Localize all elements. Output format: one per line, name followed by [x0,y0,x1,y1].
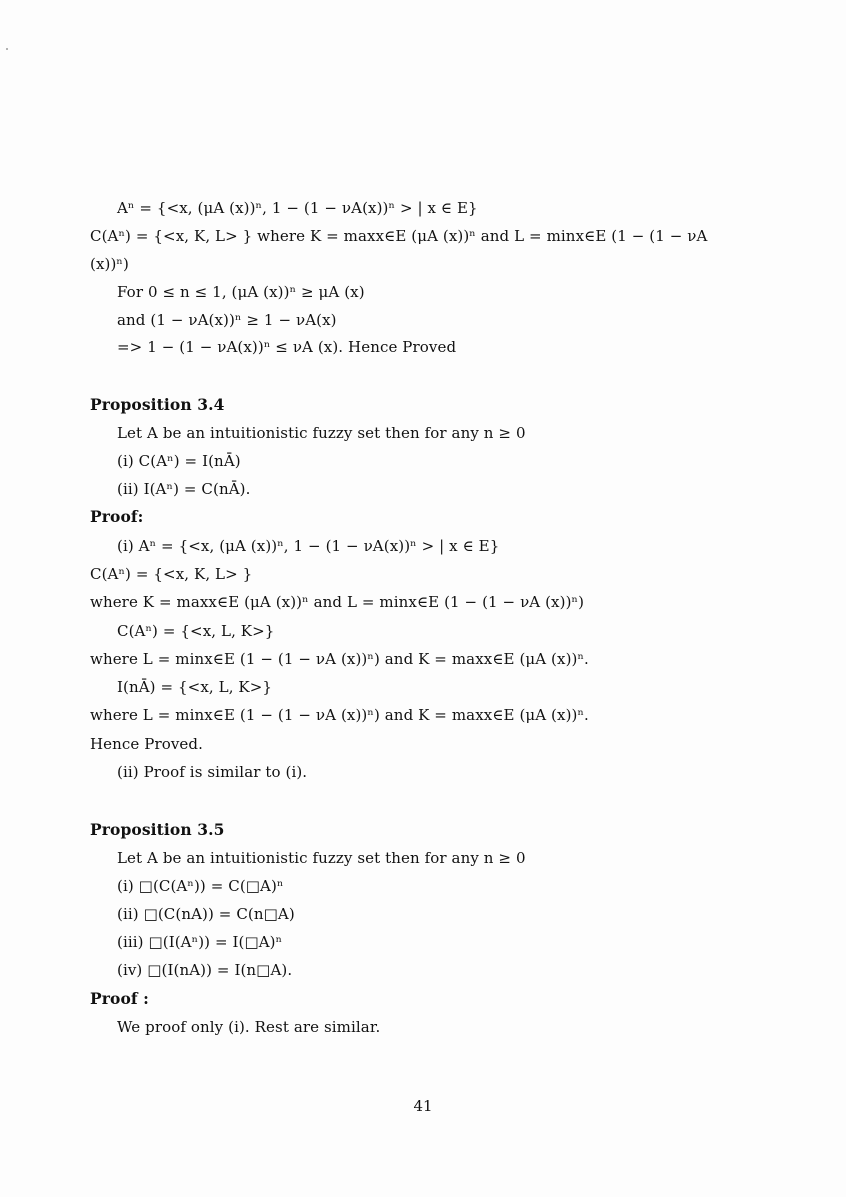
scan-speck [6,48,8,50]
text-line: (i) Aⁿ = {<x, (μA (x))ⁿ, 1 − (1 − νA(x))ⁿ > | x ∈ E} [117,537,500,555]
text-line: (ii) Proof is similar to (i). [117,763,308,781]
section-heading: Proof: [90,507,144,526]
text-line: Let A be an intuitionistic fuzzy set then for any n ≥ 0 [117,849,526,867]
section-heading: Proof : [90,989,149,1008]
text-line: where K = maxx∈E (μA (x))ⁿ and L = minx∈E (1 − (1 − νA (x))ⁿ) [90,593,585,611]
text-line: For 0 ≤ n ≤ 1, (μA (x))ⁿ ≥ μA (x) [117,283,365,301]
text-line: I(nĀ) = {<x, L, K>} [117,678,273,696]
text-line: Let A be an intuitionistic fuzzy set then for any n ≥ 0 [117,424,526,442]
text-line: (i) □(C(Aⁿ)) = C(□A)ⁿ [117,877,284,895]
text-line: => 1 − (1 − νA(x))ⁿ ≤ νA (x). Hence Proved [117,338,457,356]
text-line: (iv) □(I(nA)) = I(n□A). [117,961,293,979]
text-line: We proof only (i). Rest are similar. [117,1018,381,1036]
text-line: (iii) □(I(Aⁿ)) = I(□A)ⁿ [117,933,283,951]
text-line: Hence Proved. [90,735,203,753]
text-line: where L = minx∈E (1 − (1 − νA (x))ⁿ) and K = maxx∈E (μA (x))ⁿ. [90,706,589,724]
text-line: where L = minx∈E (1 − (1 − νA (x))ⁿ) and K = maxx∈E (μA (x))ⁿ. [90,650,589,668]
text-line: (ii) I(Aⁿ) = C(nĀ). [117,480,251,498]
page-number: 41 [413,1097,433,1115]
section-heading: Proposition 3.4 [90,395,225,414]
text-line: C(Aⁿ) = {<x, L, K>} [117,622,275,640]
text-line: C(Aⁿ) = {<x, K, L> } where K = maxx∈E (μA (x))ⁿ and L = minx∈E (1 − (1 − νA [90,227,708,245]
text-line: Aⁿ = {<x, (μA (x))ⁿ, 1 − (1 − νA(x))ⁿ > | x ∈ E} [117,199,478,217]
text-line: (x))ⁿ) [90,255,129,273]
text-line: C(Aⁿ) = {<x, K, L> } [90,565,253,583]
text-line: and (1 − νA(x))ⁿ ≥ 1 − νA(x) [117,311,337,329]
text-line: (i) C(Aⁿ) = I(nĀ) [117,452,241,470]
section-heading: Proposition 3.5 [90,820,225,839]
text-line: (ii) □(C(nA)) = C(n□A) [117,905,295,923]
